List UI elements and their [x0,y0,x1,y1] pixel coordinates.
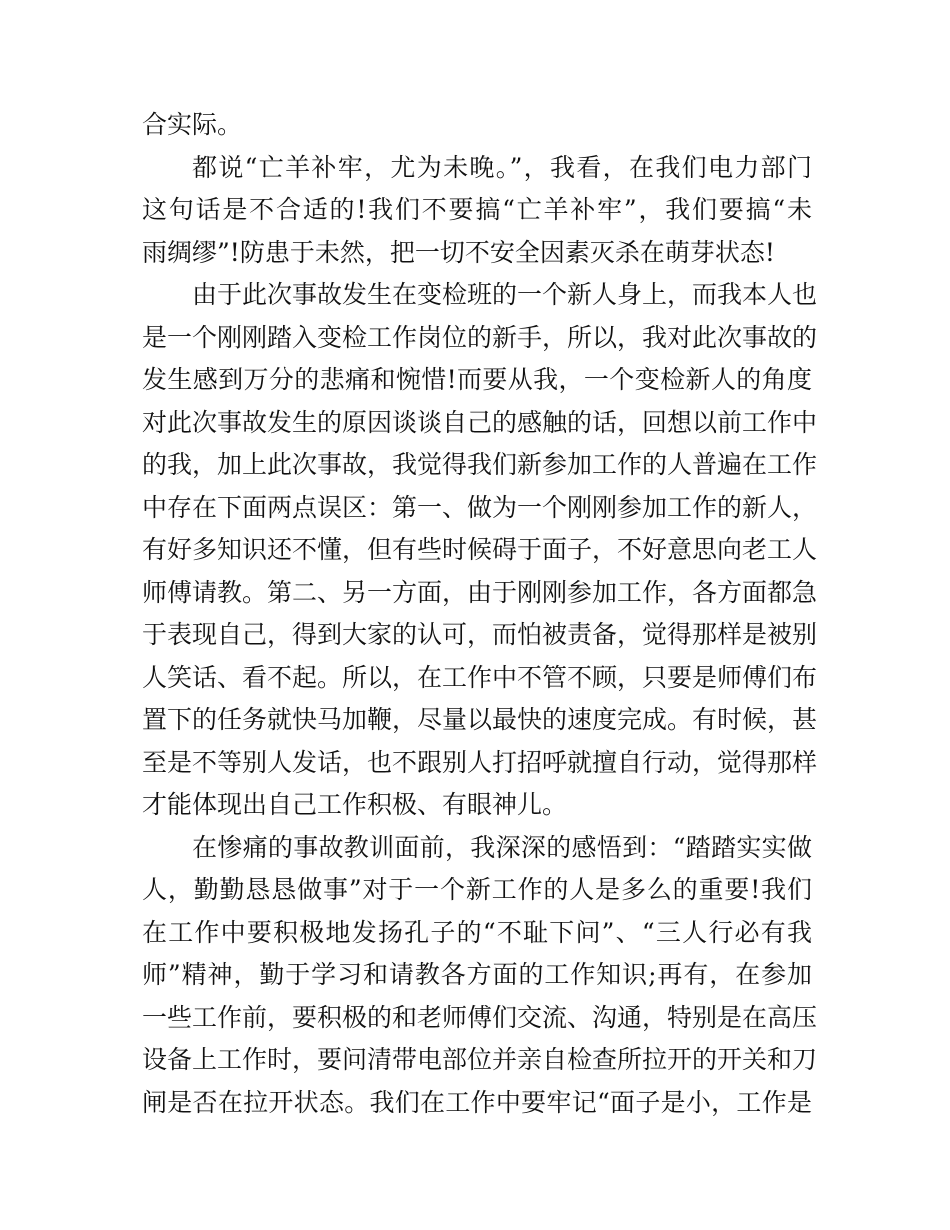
text-line: 的我，加上此次事故，我觉得我们新参加工作的人普遍在工作 [142,450,818,479]
text-line: 人笑话、看不起。所以，在工作中不管不顾，只要是师傅们布 [142,662,818,692]
text-line: 于表现自己，得到大家的认可，而怕被责备，觉得那样是被别 [142,620,818,649]
text-line: 有好多知识还不懂，但有些时候碍于面子，不好意思向老工人 [142,535,818,564]
text-line: 一些工作前，要积极的和老师傅们交流、沟通，特别是在高压 [142,1002,818,1032]
text-line: 置下的任务就快马加鞭，尽量以最快的速度完成。有时候，甚 [142,705,818,734]
text-line: 这句话是不合适的!我们不要搞“亡羊补牢”，我们要搞“未 [142,195,812,224]
paragraph-first-line: 由于此次事故发生在变检班的一个新人身上，而我本人也 [192,280,818,309]
text-line: 是一个刚刚踏入变检工作岗位的新手，所以，我对此次事故的 [142,322,818,352]
text-line: 在工作中要积极地发扬孔子的“不耻下问”、“三人行必有我 [142,917,812,947]
text-line: 合实际。 [142,110,243,139]
text-line: 对此次事故发生的原因谈谈自己的感触的话，回想以前工作中 [142,407,818,437]
text-line: 闸是否在拉开状态。我们在工作中要牢记“面子是小，工作是 [142,1087,812,1117]
text-line: 设备上工作时，要问清带电部位并亲自检查所拉开的开关和刀 [142,1045,818,1074]
text-line: 人，勤勤恳恳做事”对于一个新工作的人是多么的重要!我们 [142,875,812,904]
text-line: 雨绸缪”!防患于未然，把一切不安全因素灭杀在萌芽状态! [142,237,775,267]
text-line: 才能体现出自己工作积极、有眼神儿。 [142,790,568,819]
text-line: 至是不等别人发话，也不跟别人打招呼就擅自行动，觉得那样 [142,747,818,777]
paragraph-first-line: 都说“亡羊补牢，尤为未晚。”，我看，在我们电力部门 [192,152,812,182]
text-line: 发生感到万分的悲痛和惋惜!而要从我，一个变检新人的角度 [142,365,812,394]
text-line: 师傅请教。第二、另一方面，由于刚刚参加工作，各方面都急 [142,577,818,607]
paragraph-first-line: 在惨痛的事故教训面前，我深深的感悟到：“踏踏实实做 [192,832,812,862]
text-line: 师”精神，勤于学习和请教各方面的工作知识;再有，在参加 [142,960,812,989]
text-line: 中存在下面两点误区：第一、做为一个刚刚参加工作的新人， [142,492,818,522]
body-text [142,104,818,1124]
